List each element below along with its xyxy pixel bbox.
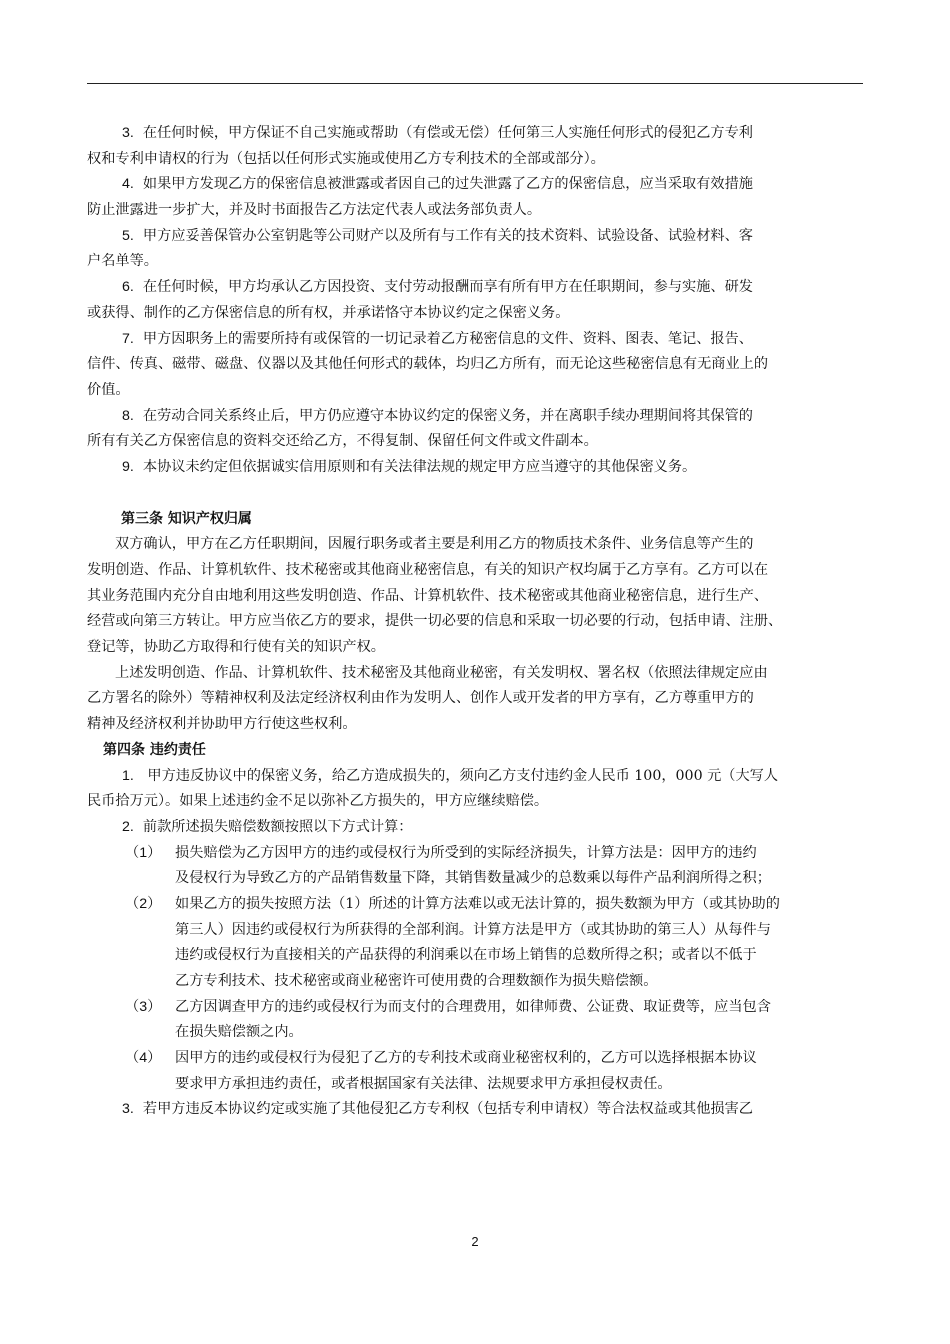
subitem-4: （4） 因甲方的违约或侵权行为侵犯了乙方的专利技术或商业秘密权利的，乙方可以选择根据本协议 要求甲方承担违约责任，或者根据国家有关法律、法规要求甲方承担侵权责任。: [125, 1050, 757, 1092]
list-item-4: 4. 如果甲方发现乙方的保密信息被泄露或者因自己的过失泄露了乙方的保密信息，应当采取有效措施 防止泄露进一步扩大，并及时书面报告乙方法定代表人或法务部负责人。: [87, 176, 753, 219]
article4-item-2: 2. 前款所述损失赔偿数额按照以下方式计算：: [122, 818, 413, 835]
article4-heading: 第四条 违约责任: [103, 741, 206, 758]
subitem-3: （3） 乙方因调查甲方的违约或侵权行为而支付的合理费用，如律师费、公证费、取证费等，应当包含 在损失赔偿额之内。: [125, 998, 771, 1041]
article4-item-3: 3. 若甲方违反本协议约定或实施了其他侵犯乙方专利权（包括专利申请权）等合法权益或其他损害乙: [122, 1101, 753, 1118]
list-item-5: 5. 甲方应妥善保管办公室钥匙等公司财产以及所有与工作有关的技术资料、试验设备、试验材料、客 户名单等。: [87, 227, 753, 270]
header-rule: [87, 83, 863, 84]
article3-paragraph-1: 双方确认，甲方在乙方任职期间，因履行职务或者主要是利用乙方的物质技术条件、业务信息等产生的 发明创造、作品、计算机软件、技术秘密或其他商业秘密信息，有关的知识产权均属于乙方享有。乙方可以在 其业务范围内充分自由地利用这些发明创造、作品、计算机软件、技术秘密或其他商业秘密信息，进行生产、 经营或向第三方转让。甲方应当依乙方的要求，提供一切必要的信息和采取一切必要的行动，包括申请、注册、 登记等，协助乙方取得和行使有关的知识产权。: [87, 536, 783, 656]
list-item-8: 8. 在劳动合同关系终止后，甲方仍应遵守本协议约定的保密义务，并在离职手续办理期间将其保管的 所有有关乙方保密信息的资料交还给乙方，不得复制、保留任何文件或文件副本。: [87, 407, 753, 450]
subitem-2: （2） 如果乙方的损失按照方法（1）所述的计算方法难以或无法计算的，损失数额为甲方（或其协助的 第三人）因违约或侵权行为所获得的全部利润。计算方法是甲方（或其协助的第三人）从每件与 违约或侵权行为直接相关的产品获得的利润乘以在市场上销售的总数所得之积；或者以不低于 乙方专利技术、技术秘密或商业秘密许可使用费的合理数额作为损失赔偿额。: [125, 895, 780, 989]
document-body: [87, 121, 863, 1123]
list-item-7: 7. 甲方因职务上的需要所持有或保管的一切记录着乙方秘密信息的文件、资料、图表、笔记、报告、 信件、传真、磁带、磁盘、仪器以及其他任何形式的载体，均归乙方所有，而无论这些秘密信息有无商业上的 价值。: [87, 330, 769, 398]
article3-paragraph-2: 上述发明创造、作品、计算机软件、技术秘密及其他商业秘密，有关发明权、署名权（依照法律规定应由 乙方署名的除外）等精神权利及法定经济权利由作为发明人、创作人或开发者的甲方享有，乙方尊重甲方的 精神及经济权利并协助甲方行使这些权利。: [87, 664, 768, 733]
subitem-1: （1） 损失赔偿为乙方因甲方的违约或侵权行为所受到的实际经济损失，计算方法是：因甲方的违约 及侵权行为导致乙方的产品销售数量下降，其销售数量减少的总数乘以每件产品利润所得之积；: [125, 844, 771, 887]
article3-heading: 第三条 知识产权归属: [121, 510, 252, 527]
page-number: 2: [471, 1234, 479, 1249]
list-item-9: 9. 本协议未约定但依据诚实信用原则和有关法律法规的规定甲方应当遵守的其他保密义务。: [122, 458, 697, 475]
list-item-3: 3. 在任何时候，甲方保证不自己实施或帮助（有偿或无偿）任何第三人实施任何形式的侵犯乙方专利 权和专利申请权的行为（包括以任何形式实施或使用乙方专利技术的全部或部分）。: [87, 125, 753, 167]
list-item-6: 6. 在任何时候，甲方均承认乙方因投资、支付劳动报酬而享有所有甲方在任职期间，参与实施、研发 或获得、制作的乙方保密信息的所有权，并承诺恪守本协议约定之保密义务。: [87, 279, 753, 321]
article4-item-1: 1. 甲方违反协议中的保密义务，给乙方造成损失的，须向乙方支付违约金人民币 100，000 元（大写人 民币拾万元）。如果上述违约金不足以弥补乙方损失的，甲方应继续赔偿。: [87, 767, 779, 810]
